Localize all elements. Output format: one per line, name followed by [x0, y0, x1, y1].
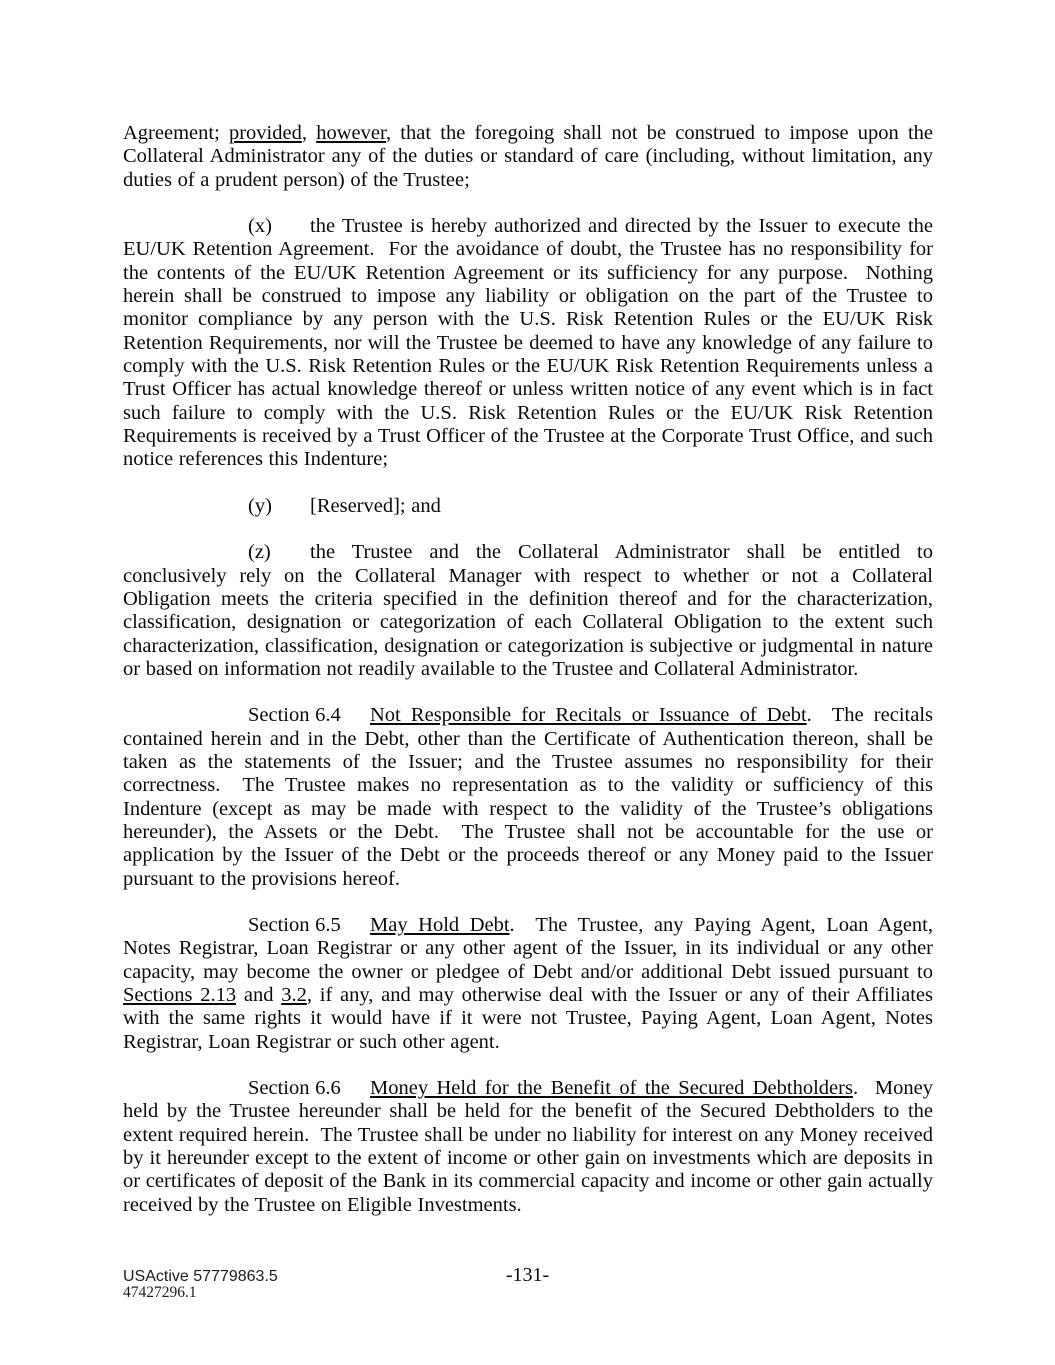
paragraph [123, 215, 933, 471]
section-paragraph [123, 1077, 933, 1217]
section-number: Section 6.6 [248, 1077, 341, 1100]
clause-letter: (y) [248, 494, 272, 517]
document-body [123, 122, 933, 1217]
underlined-text: provided [228, 122, 302, 144]
section-paragraph [123, 914, 933, 1054]
text-run: Agreement; [123, 122, 229, 144]
paragraph [123, 541, 933, 681]
underlined-text: 3.2 [281, 983, 307, 1006]
doc-reference-primary: USActive 57779863.5 [123, 1268, 278, 1285]
section-number: Section 6.4 [248, 704, 341, 727]
text-run: , if any, and may otherwise deal with the Issuer or any of their Affiliates with the same rights it would have if it were not Trustee, Paying Agent, Loan Agent, Notes Registrar, Loan Registrar or such other agent. [123, 983, 933, 1053]
clause-letter: (z) [248, 541, 271, 564]
section-number: Section 6.5 [248, 914, 341, 937]
text-run: , that the foregoing shall not be construed to impose upon the Collateral Administrator any of the duties or standard of care (including, without limitation, any duties of a prudent person) of the Trustee; [123, 122, 934, 191]
page-number: -131- [505, 1264, 550, 1286]
text-run: , [301, 122, 317, 144]
paragraph [123, 122, 933, 192]
text-run: . Money held by the Trustee hereunder shall be held for the benefit of the Secured Debtholders to the extent required herein. The Trustee shall be under no liability for interest on any Money received by it hereunder except to the extent of income or other gain on investments which are deposits in or certificates of deposit of the Bank in its commercial capacity and income or other gain actually received by the Trustee on Eligible Investments. [123, 1077, 934, 1216]
text-run: . The recitals contained herein and in the Debt, other than the Certificate of Authentication thereon, shall be taken as the statements of the Issuer; and the Trustee assumes no responsibility for their correctness. The Trustee makes no representation as to the validity or sufficiency of this Indenture (except as may be made with respect to the validity of the Trustee’s obligations hereunder), the Assets or the Debt. The Trustee shall not be accountable for the use or application by the Issuer of the Debt or the proceeds thereof or any Money paid to the Issuer pursuant to the provisions hereof. [123, 704, 933, 890]
underlined-text: Money Held for the Benefit of the Secured Debtholders [370, 1077, 853, 1100]
doc-reference-secondary: 47427296.1 [123, 1284, 197, 1301]
underlined-text: May Hold Debt [370, 914, 510, 937]
text-run: and [236, 983, 282, 1006]
text-run: the Trustee and the Collateral Administrator shall be entitled to conclusively rely on the Collateral Manager with respect to whether or not a Collateral Obligation meets the criteria specified in the definition thereof and for the characterization, classification, designation or categorization of each Collateral Obligation to the extent such characterization, classification, designation or categorization is subjective or judgmental in nature or based on information not readily available to the Trustee and Collateral Administrator. [123, 541, 933, 680]
underlined-text: Sections 2.13 [123, 983, 237, 1006]
clause-letter: (x) [248, 215, 272, 238]
underlined-text: however [316, 122, 386, 144]
text-run: . The Trustee, any Paying Agent, Loan Agent, Notes Registrar, Loan Registrar or any other agent of the Issuer, in its individual or any other capacity, may become the owner or pledgee of Debt and/or additional Debt issued pursuant to [123, 914, 933, 983]
underlined-text: Not Responsible for Recitals or Issuance of Debt [370, 704, 807, 727]
text-run: the Trustee is hereby authorized and directed by the Issuer to execute the EU/UK Retention Agreement. For the avoidance of doubt, the Trustee has no responsibility for the contents of the EU/UK Retention Agreement or its sufficiency for any purpose. Nothing herein shall be construed to impose any liability or obligation on the part of the Trustee to monitor compliance by any person with the U.S. Risk Retention Rules or the EU/UK Risk Retention Requirements, nor will the Trustee be deemed to have any knowledge of any failure to comply with the U.S. Risk Retention Rules or the EU/UK Risk Retention Requirements unless a Trust Officer has actual knowledge thereof or unless written notice of any event which is in fact such failure to comply with the U.S. Risk Retention Rules or the EU/UK Risk Retention Requirements is received by a Trust Officer of the Trustee at the Corporate Trust Office, and such notice references this Indenture; [123, 215, 933, 471]
section-paragraph [123, 704, 933, 890]
text-run: [Reserved]; and [310, 494, 441, 517]
paragraph [123, 495, 933, 518]
